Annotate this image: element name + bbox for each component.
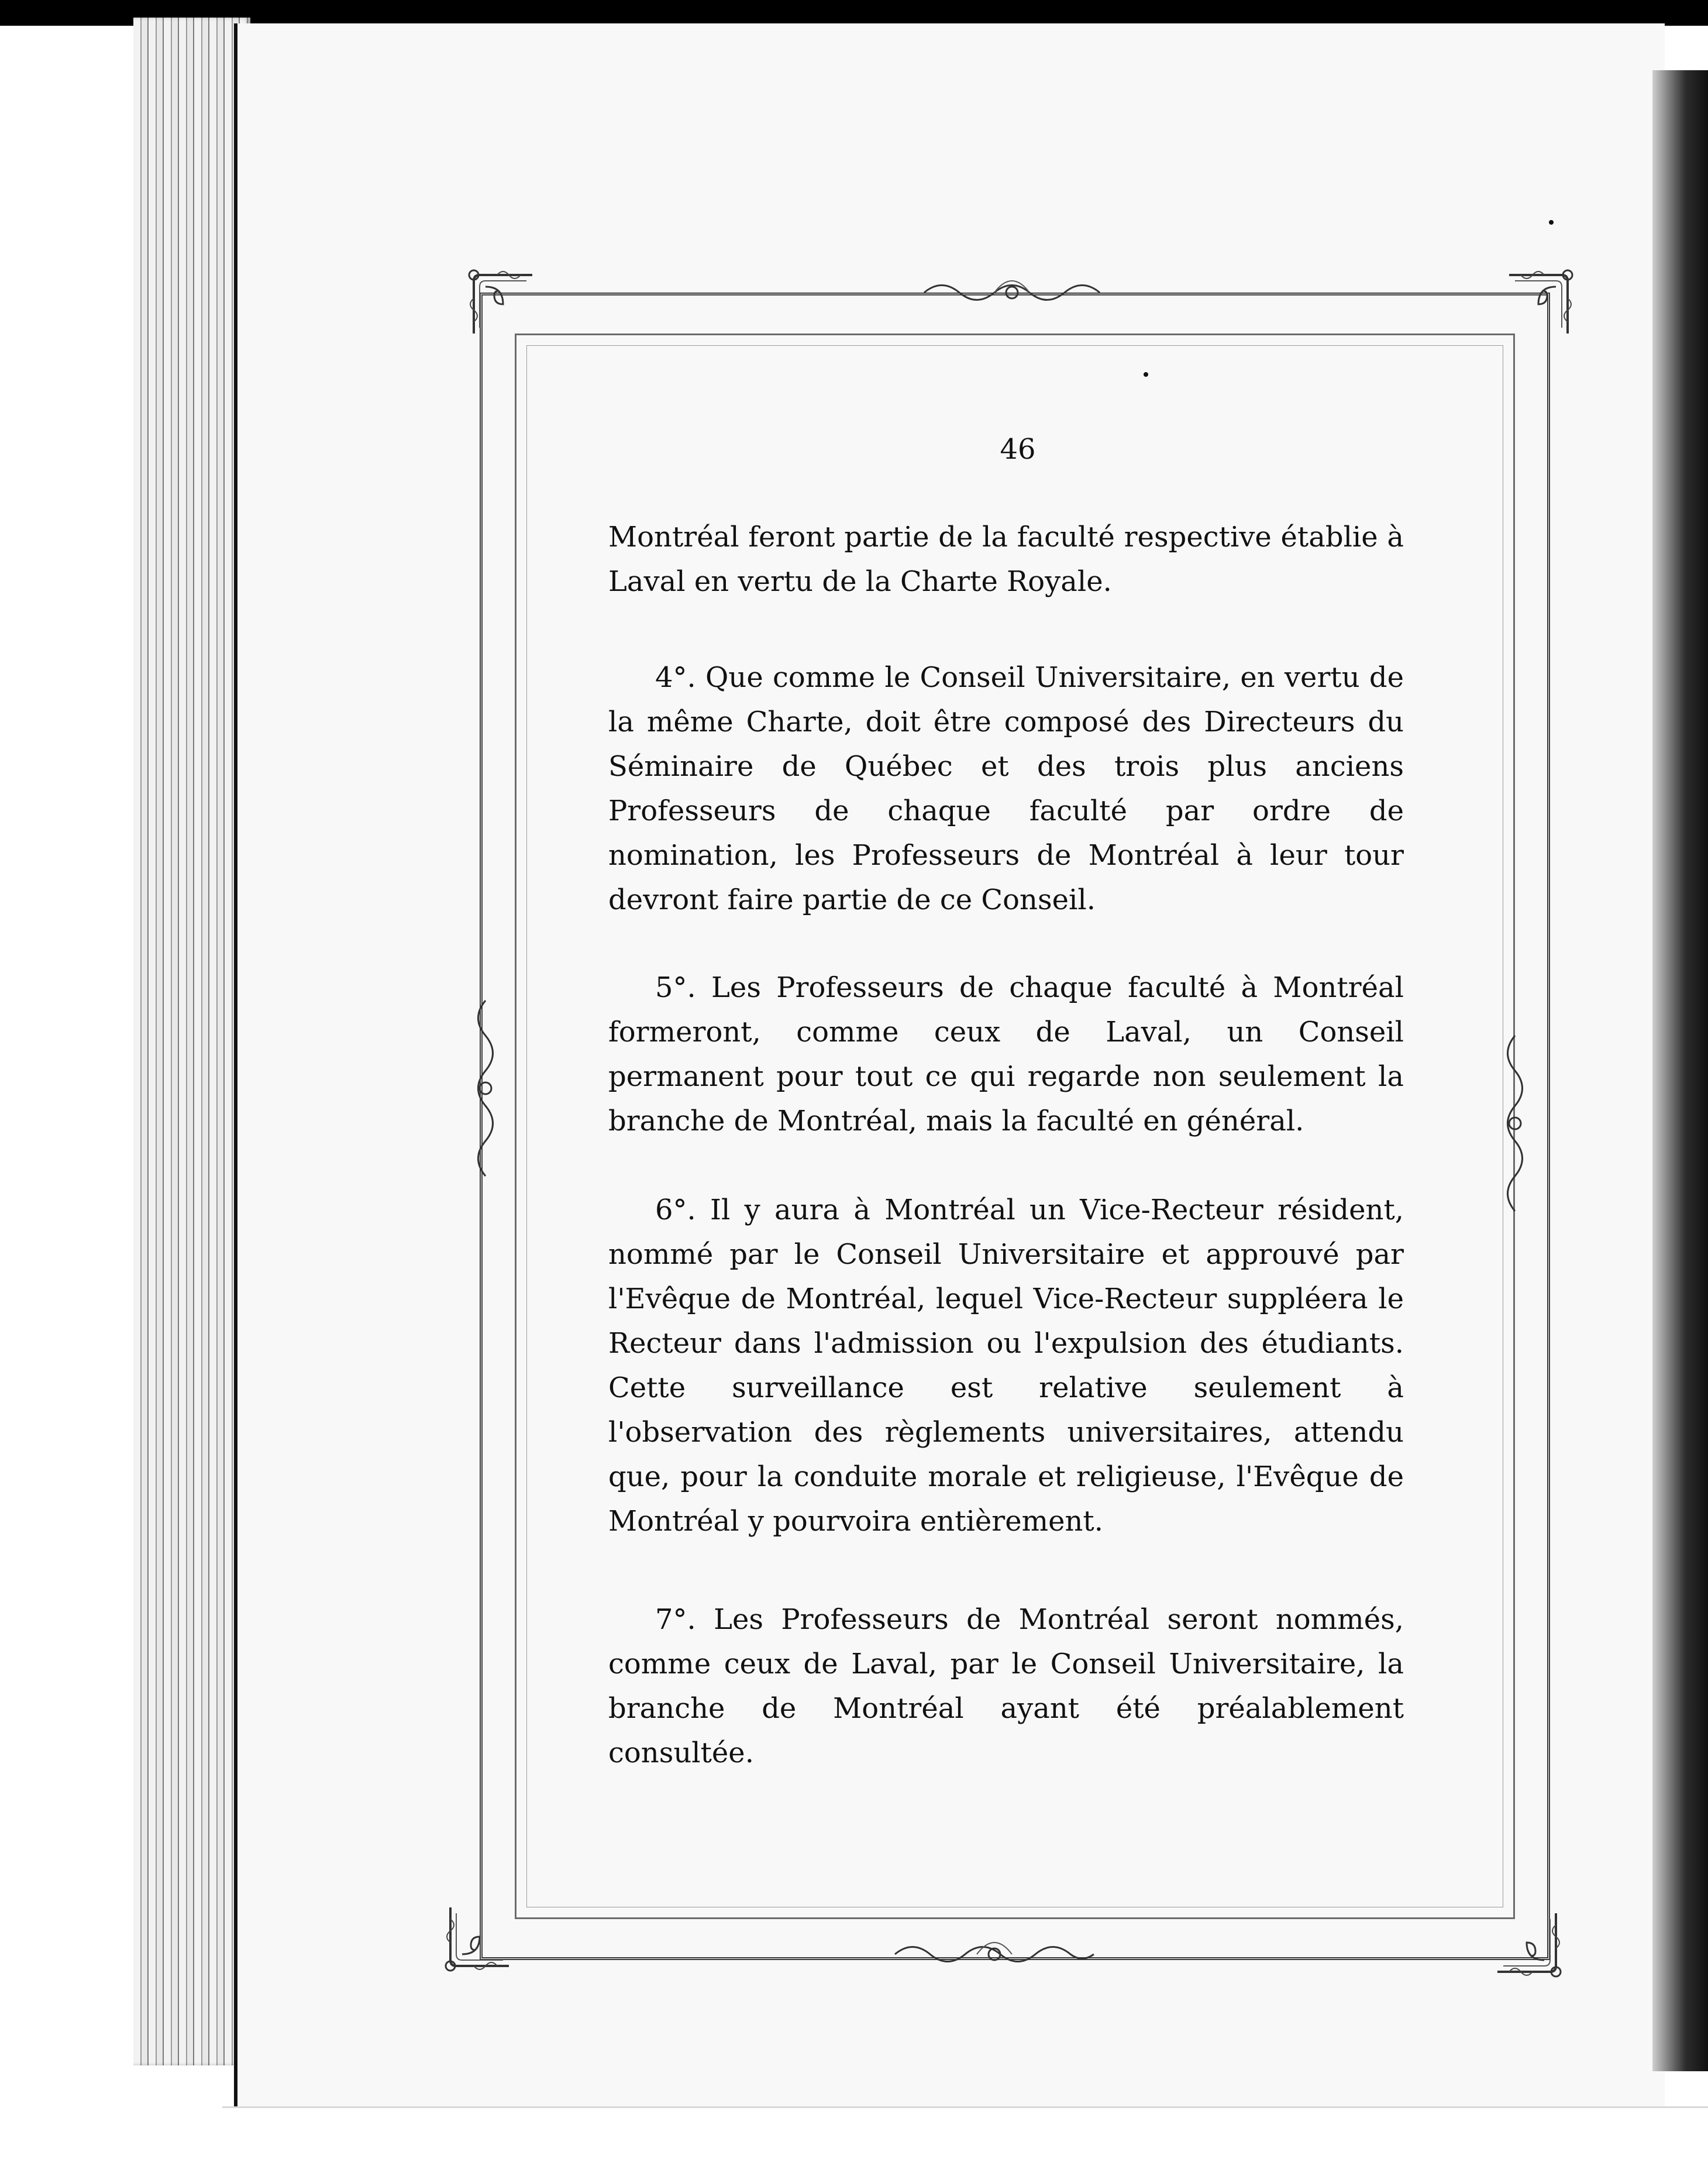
- scroll-corner-icon: [1486, 1902, 1568, 1983]
- corner-ornament-top-right: [1497, 263, 1579, 345]
- scroll-corner-icon: [462, 263, 544, 345]
- corner-ornament-bottom-right: [1486, 1902, 1568, 1983]
- page-edges: [133, 18, 250, 2065]
- paragraph-article-7: 7°. Les Professeurs de Montréal seront nommés, comme ceux de Laval, par le Conseil Universitaire, la branche de Montréal ayant été préalablement consultée.: [608, 1603, 1404, 1769]
- floral-ornament-icon: [1497, 1030, 1533, 1217]
- scroll-corner-icon: [1497, 263, 1579, 345]
- left-edge-ornament: [468, 995, 503, 1182]
- ink-speck: [1549, 220, 1554, 225]
- paragraph-article-4: 4°. Que comme le Conseil Universitaire, en vertu de la même Charte, doit être composé des Directeurs du Séminaire de Québec et des trois plus anciens Professeurs de chaque faculté par ordre de nomination, les Professeurs de Montréal à leur tour devront faire partie de ce Conseil.: [608, 661, 1404, 916]
- floral-ornament-icon: [468, 995, 503, 1182]
- scan-right-shadow: [1652, 70, 1708, 2071]
- floral-ornament-icon: [918, 275, 1106, 310]
- corner-ornament-top-left: [462, 263, 544, 345]
- top-edge-ornament: [918, 275, 1106, 310]
- page-number: 46: [1000, 433, 1036, 466]
- paragraph-article-5: 5°. Les Professeurs de chaque faculté à Montréal formeront, comme ceux de Laval, un Conseil permanent pour tout ce qui regarde non seulement la branche de Montréal, mais la faculté en général.: [608, 971, 1404, 1137]
- scan-bottom-margin: [222, 2106, 1708, 2183]
- paragraph-continuation: Montréal feront partie de la faculté respective établie à Laval en vertu de la Charte Royale.: [608, 521, 1404, 598]
- ink-speck: [1144, 372, 1148, 377]
- paragraph-article-6: 6°. Il y aura à Montréal un Vice-Recteur résident, nommé par le Conseil Universitaire et approuvé par l'Evêque de Montréal, lequel Vice-Recteur suppléera le Recteur dans l'admission ou l'expulsion des étudiants. Cette surveillance est relative seulement à l'observation des règlements universitaires, attendu que, pour la conduite morale et religieuse, l'Evêque de Montréal y pourvoira entièrement.: [608, 1194, 1404, 1538]
- floral-ornament-icon: [889, 1937, 1100, 1972]
- scan-top-edge: [0, 0, 1708, 26]
- corner-ornament-bottom-left: [439, 1896, 521, 1978]
- scroll-corner-icon: [439, 1896, 521, 1978]
- right-edge-ornament: [1497, 1030, 1533, 1217]
- bottom-edge-ornament: [889, 1937, 1100, 1972]
